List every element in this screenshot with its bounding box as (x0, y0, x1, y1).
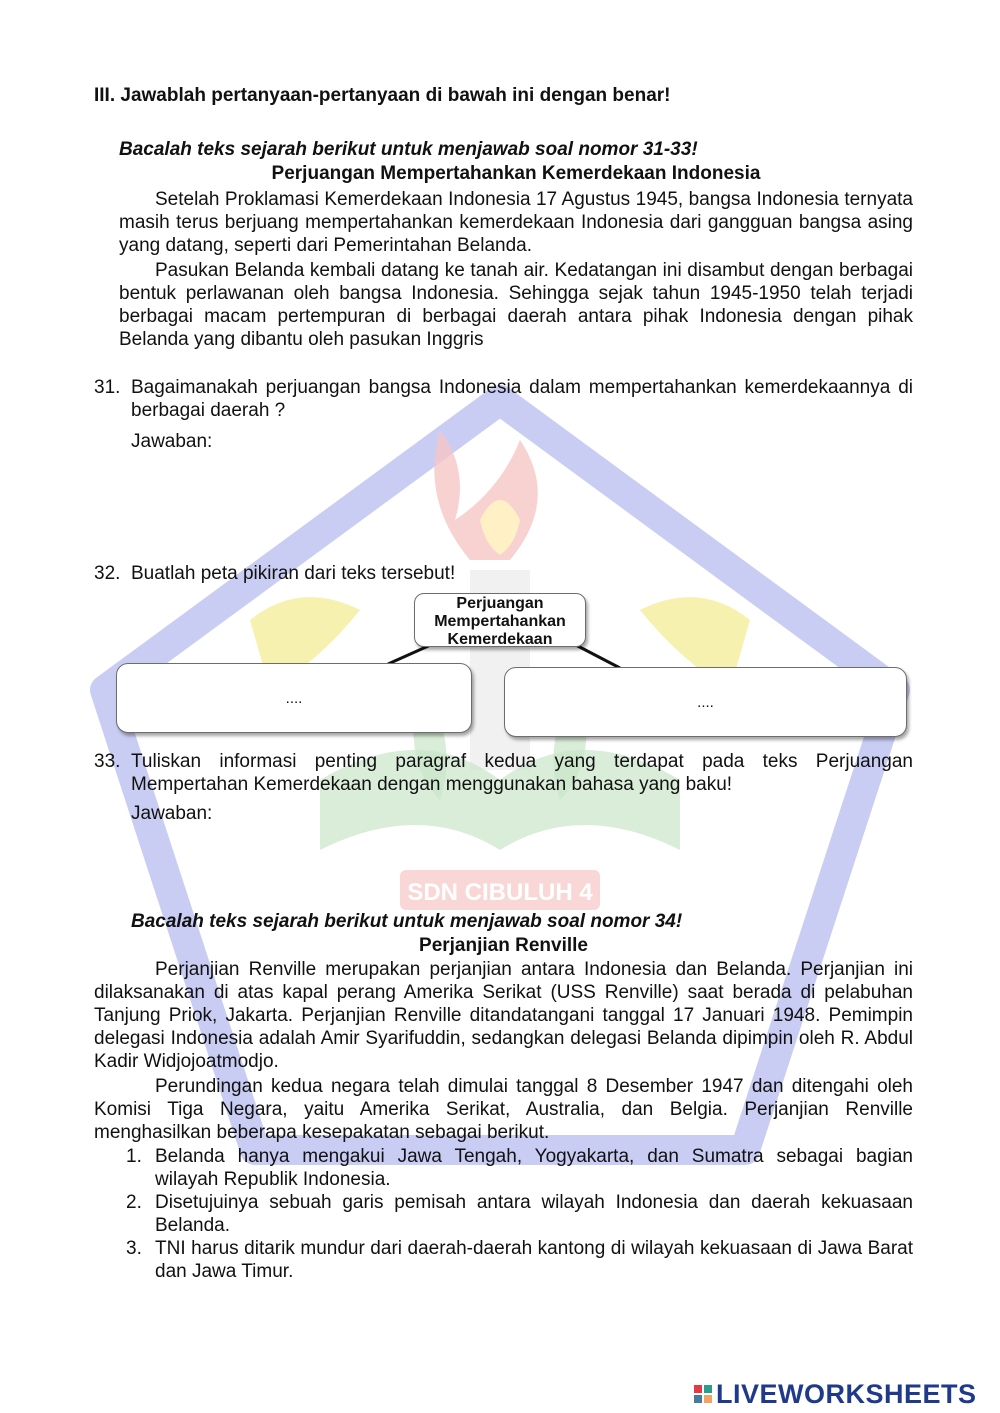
list-item-3-number: 3. (126, 1238, 142, 1259)
text1-paragraph2: Pasukan Belanda kembali datang ke tanah air. Kedatangan ini disambut dengan berbagai bentuk perlawanan oleh bangsa Indonesia. Sehingga sejak tahun 1945-1950 telah terjadi berbagai macam pertempuran di berbagai daerah antara pihak Indonesia dengan pihak Belanda yang dibantu oleh pasukan Inggris (119, 260, 913, 350)
text2-paragraph1: Perjanjian Renville merupakan perjanjian antara Indonesia dan Belanda. Perjanjian ini dilaksanakan di atas kapal perang Amerika Serikat (USS Renville) saat berada di pelabuhan Tanjung Priok, Jakarta. Perjanjian Renville ditandatangani tanggal 17 Januari 1948. Pemimpin delegasi Indonesia adalah Amir Syarifuddin, sedangkan delegasi Belanda dipimpin oleh R. Abdul Kadir Widjojoatmodjo. (94, 959, 913, 1072)
question-32-text: Buatlah peta pikiran dari teks tersebut! (131, 563, 456, 584)
logo-squares-icon (694, 1385, 712, 1403)
logo-text: LIVEWORKSHEETS (716, 1378, 977, 1409)
text2-paragraph2: Perundingan kedua negara telah dimulai tanggal 8 Desember 1947 dan ditengahi oleh Komisi Tiga Negara, yaitu Amerika Serikat, Australia, dan Belgia. Perjanjian Renville menghasilkan beberapa kesepakatan sebagai berikut. (94, 1076, 913, 1143)
question-31-answer-label: Jawaban: (131, 431, 213, 452)
list-item-1-text: Belanda hanya mengakui Jawa Tengah, Yogyakarta, dan Sumatra sebagai bagian wilayah Republik Indonesia. (155, 1146, 913, 1190)
question-32-number: 32. (94, 563, 121, 584)
liveworksheets-logo (694, 1379, 977, 1409)
mindmap-central-node (414, 593, 586, 647)
mindmap-left-answer-box[interactable] (116, 663, 472, 733)
list-item-1-number: 1. (126, 1146, 142, 1167)
mindmap-right-answer-box[interactable] (504, 667, 907, 737)
question-33-number: 33. (94, 751, 121, 772)
text1-title: Perjuangan Mempertahankan Kemerdekaan Indonesia (271, 163, 761, 184)
watermark-school-name: SDN CIBULUH 4 (407, 879, 593, 906)
mindmap-central-line3: Kemerdekaan (447, 631, 553, 648)
list-item-3-text: TNI harus ditarik mundur dari daerah-daerah kantong di wilayah kekuasaan di Jawa Barat dan Jawa Timur. (155, 1238, 913, 1282)
mindmap-central-line2: Mempertahankan (434, 613, 566, 630)
text1-paragraph1: Setelah Proklamasi Kemerdekaan Indonesia 17 Agustus 1945, bangsa Indonesia ternyata masih terus berjuang mempertahankan kemerdekaan Indonesia dari gangguan bangsa asing yang datang, seperti dari Pemerintahan Belanda. (119, 189, 913, 256)
text1-instruction: Bacalah teks sejarah berikut untuk menjawab soal nomor 31-33! (119, 139, 698, 160)
list-item-2-number: 2. (126, 1192, 142, 1213)
mindmap-left-placeholder: .... (285, 690, 303, 707)
question-33-text: Tuliskan informasi penting paragraf kedua yang terdapat pada teks Perjuangan Mempertahan Kemerdekaan dengan menggunakan bahasa yang baku! (131, 751, 913, 795)
text2-instruction: Bacalah teks sejarah berikut untuk menjawab soal nomor 34! (131, 911, 683, 932)
list-item-2-text: Disetujuinya sebuah garis pemisah antara wilayah Indonesia dan daerah kekuasaan Belanda. (155, 1192, 913, 1236)
section-heading: III. Jawablah pertanyaan-pertanyaan di bawah ini dengan benar! (94, 85, 671, 106)
question-31-number: 31. (94, 377, 121, 398)
mindmap-right-placeholder: .... (697, 694, 714, 711)
question-33-answer-label: Jawaban: (131, 803, 213, 824)
question-31-text: Bagaimanakah perjuangan bangsa Indonesia dalam mempertahankan kemerdekaannya di berbagai daerah ? (131, 377, 913, 421)
text2-title: Perjanjian Renville (419, 935, 588, 956)
mindmap-central-line1: Perjuangan (456, 595, 544, 612)
